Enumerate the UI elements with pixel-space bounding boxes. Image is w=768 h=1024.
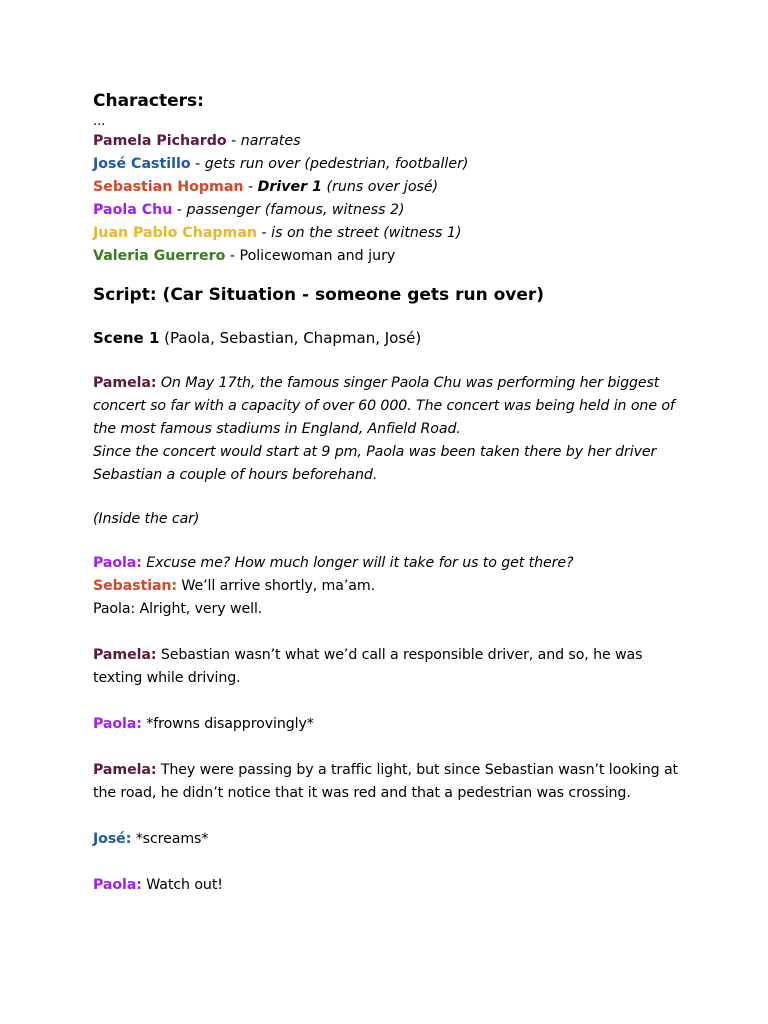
character-chapman: Juan Pablo Chapman - is on the street (witness 1) xyxy=(93,225,462,241)
dialogue-line xyxy=(93,874,693,897)
character-list xyxy=(93,130,693,268)
script-body xyxy=(93,372,693,897)
dialogue-line xyxy=(93,759,693,805)
character-name: Juan Pablo Chapman xyxy=(93,225,257,241)
character-name: Sebastian Hopman xyxy=(93,179,244,195)
dialogue-text: Watch out! xyxy=(141,877,223,893)
character-role: Policewoman and jury xyxy=(239,248,396,264)
dialogue-text: On May 17th, the famous singer Paola Chu was performing her biggest concert so far with a capacity of over 60 000. The concert was being held in one of the most famous stadiums in England, Anfield Road. xyxy=(93,375,675,437)
dialogue-text: *frowns disapprovingly* xyxy=(141,716,314,732)
speaker-name: Paola: xyxy=(93,555,142,571)
dialogue-line: Paola: Alright, very well. xyxy=(93,601,263,617)
character-paola: Paola Chu - passenger (famous, witness 2) xyxy=(93,202,405,218)
dialogue-text: *screams* xyxy=(131,831,209,847)
character-pamela: Pamela Pichardo - narrates xyxy=(93,133,301,149)
scene-cast: (Paola, Sebastian, Chapman, José) xyxy=(159,329,422,347)
dialogue-text: We’ll arrive shortly, ma’am. xyxy=(177,578,376,594)
dialogue-line: Since the concert would start at 9 pm, Paola was been taken there by her driver Sebastian a couple of hours beforehand. xyxy=(93,444,657,483)
speaker-name: Paola: xyxy=(93,877,142,893)
dialogue-line xyxy=(93,552,693,575)
dialogue-line xyxy=(93,575,693,598)
characters-heading: Characters: xyxy=(93,91,204,111)
dialogue-line xyxy=(93,372,693,441)
dialogue-line xyxy=(93,644,693,690)
speaker-name: Pamela: xyxy=(93,375,157,391)
dialogue-line xyxy=(93,713,693,736)
character-sebastian: Sebastian Hopman - Driver 1 (runs over josé) xyxy=(93,179,439,195)
character-name: Valeria Guerrero xyxy=(93,248,226,264)
character-role: passenger (famous, witness 2) xyxy=(186,202,405,218)
character-role: is on the street (witness 1) xyxy=(271,225,462,241)
speaker-name: José: xyxy=(93,831,132,847)
script-heading: Script: (Car Situation - someone gets run over) xyxy=(93,285,545,305)
speaker-name: Pamela: xyxy=(93,647,157,663)
dialogue-line xyxy=(93,828,693,851)
character-name: Pamela Pichardo xyxy=(93,133,227,149)
character-role: narrates xyxy=(240,133,301,149)
speaker-name: Pamela: xyxy=(93,762,157,778)
dialogue-text: Sebastian wasn’t what we’d call a responsible driver, and so, he was texting while driving. xyxy=(93,647,643,686)
speaker-name: Sebastian: xyxy=(93,578,178,594)
dialogue-text: They were passing by a traffic light, but since Sebastian wasn’t looking at the road, he didn’t notice that it was red and that a pedestrian was crossing. xyxy=(93,762,679,801)
dialogue-text: Excuse me? How much longer will it take for us to get there? xyxy=(141,555,574,571)
document-page xyxy=(93,89,693,897)
scene-label: Scene 1 xyxy=(93,329,160,347)
character-role-bold: Driver 1 xyxy=(257,179,322,195)
character-role: (runs over josé) xyxy=(321,179,439,195)
scene-heading xyxy=(93,327,693,349)
character-valeria: Valeria Guerrero - Policewoman and jury xyxy=(93,248,396,264)
character-name: José Castillo xyxy=(93,156,191,172)
stage-direction: (Inside the car) xyxy=(93,511,200,527)
character-jose: José Castillo - gets run over (pedestrian, footballer) xyxy=(93,156,469,172)
speaker-name: Paola: xyxy=(93,716,142,732)
character-role: gets run over (pedestrian, footballer) xyxy=(204,156,469,172)
ellipsis: ... xyxy=(93,114,106,129)
character-name: Paola Chu xyxy=(93,202,173,218)
